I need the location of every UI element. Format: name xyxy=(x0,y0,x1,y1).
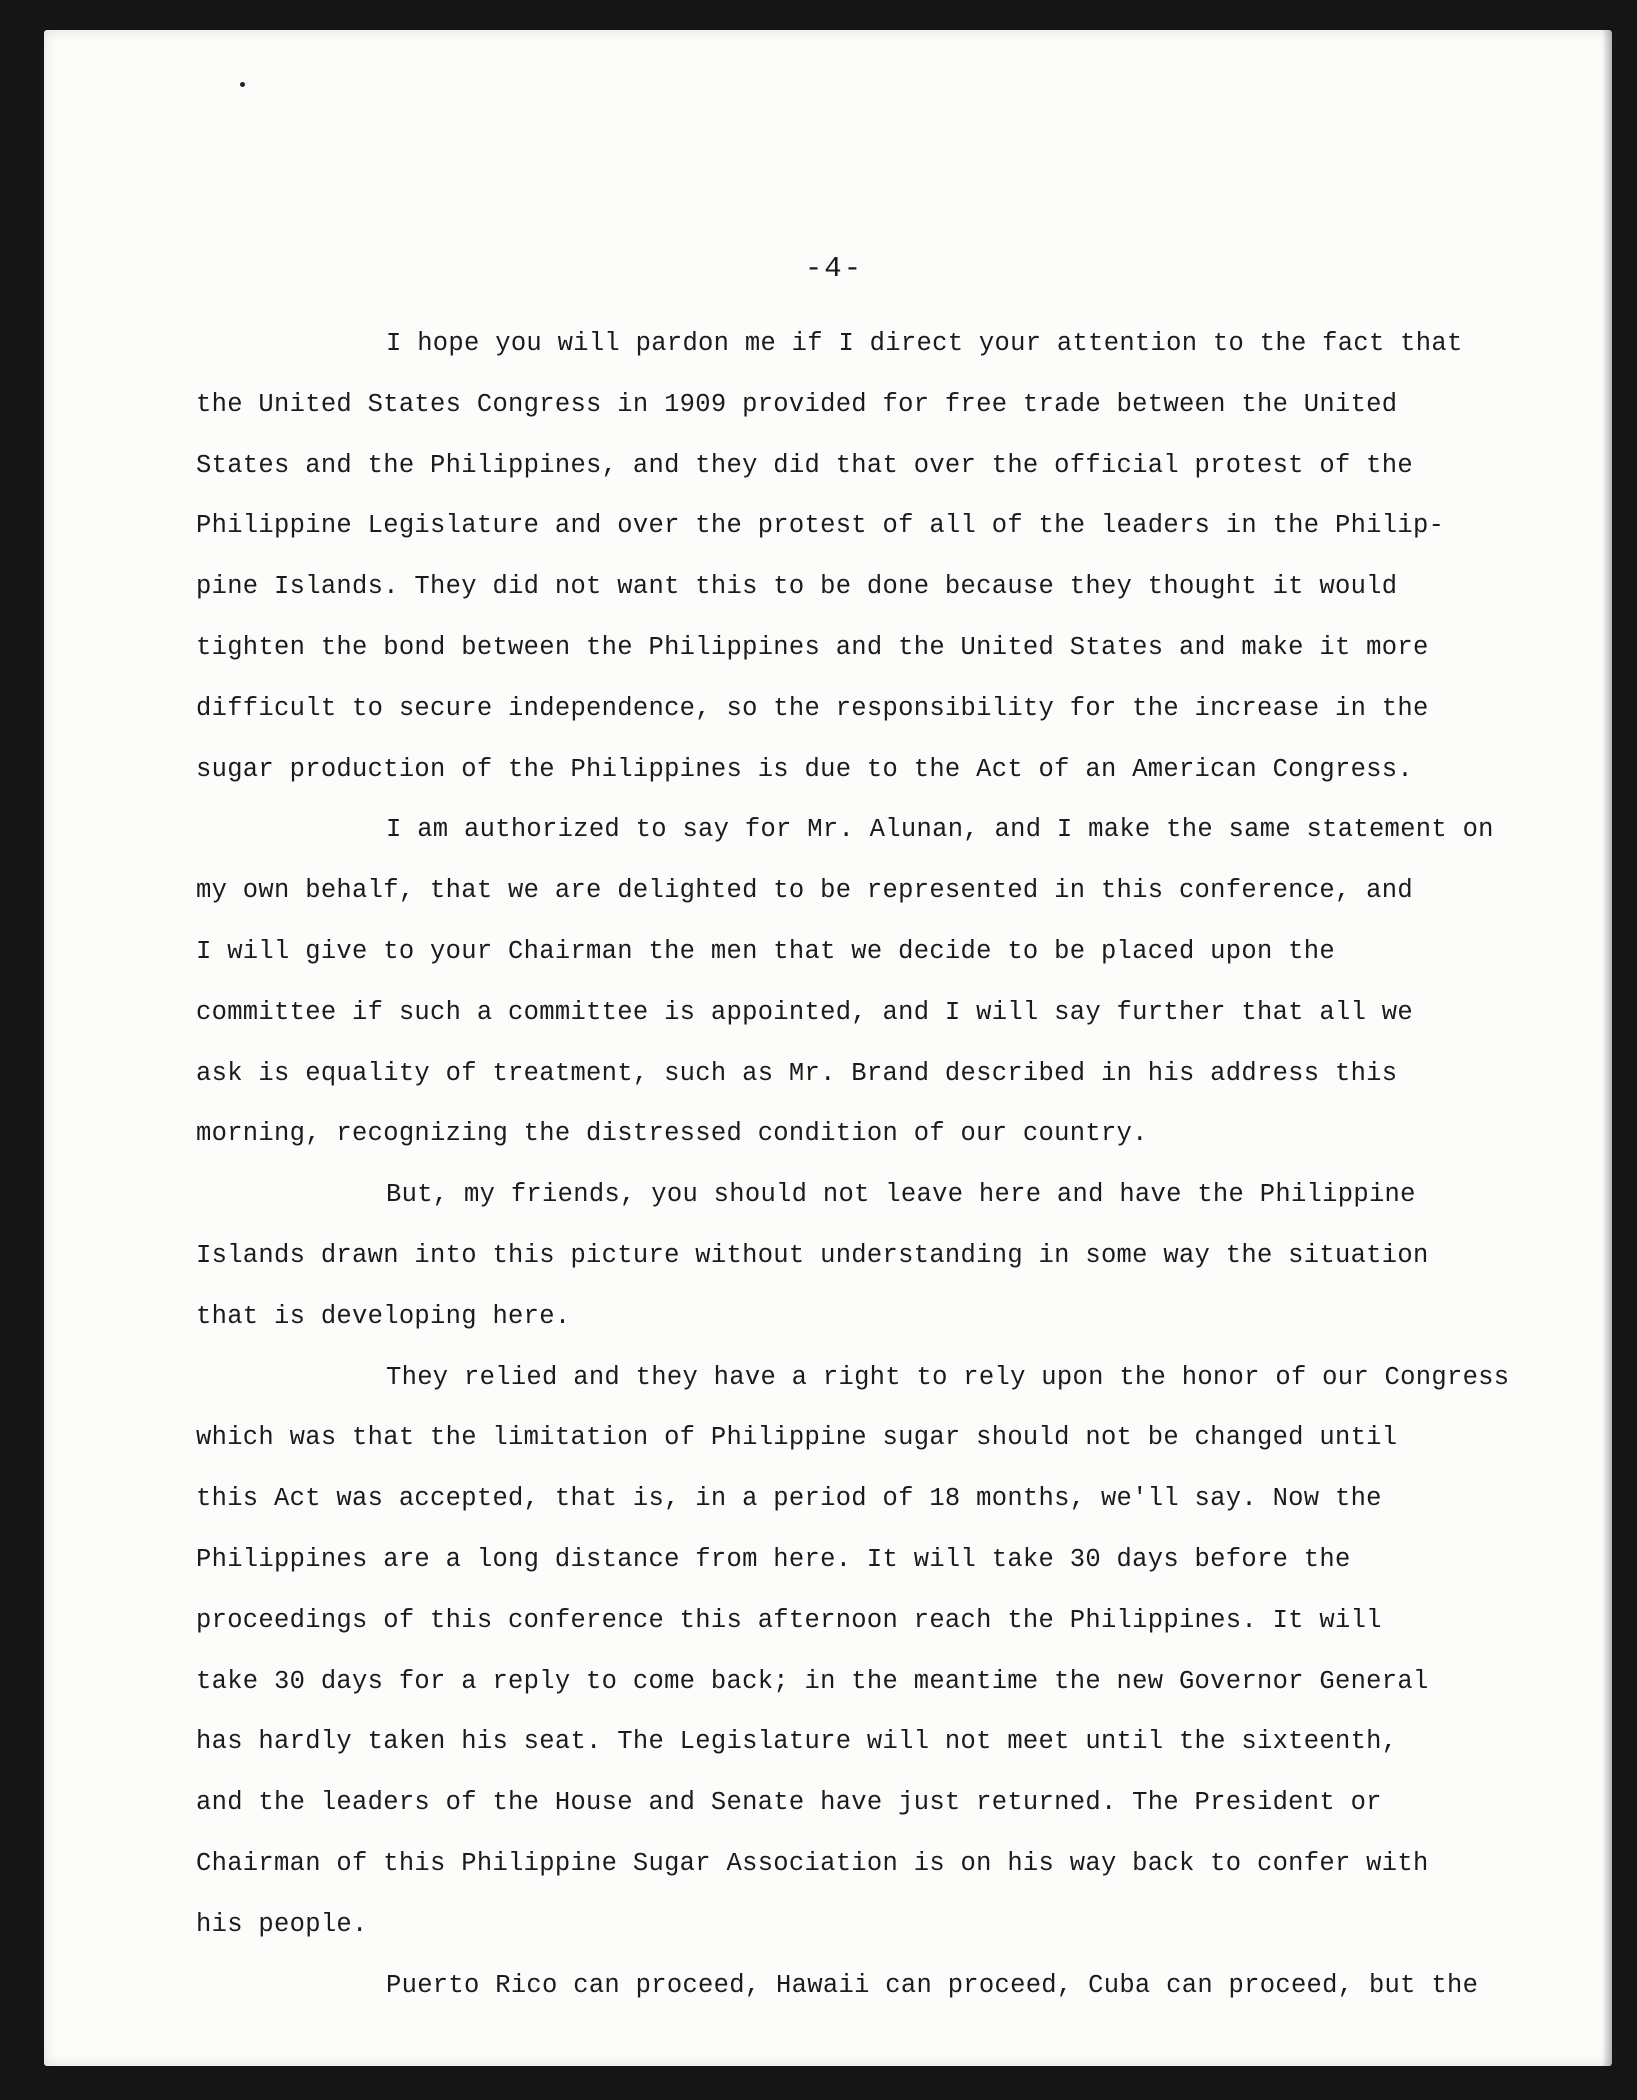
text-line: I am authorized to say for Mr. Alunan, and I make the same statement on xyxy=(386,815,1494,845)
text-line: But, my friends, you should not leave here and have the Philippine xyxy=(386,1180,1416,1210)
text-line: States and the Philippines, and they did that over the official protest of the xyxy=(196,450,1413,480)
text-line: committee if such a committee is appointed, and I will say further that all we xyxy=(196,997,1413,1027)
text-line: Philippine Legislature and over the protest of all of the leaders in the Philip- xyxy=(196,511,1445,541)
document-page xyxy=(44,30,1612,2066)
text-line: I will give to your Chairman the men that we decide to be placed upon the xyxy=(196,936,1335,966)
text-line: the United States Congress in 1909 provided for free trade between the United xyxy=(196,389,1398,419)
text-line: Puerto Rico can proceed, Hawaii can proceed, Cuba can proceed, but the xyxy=(386,1970,1479,2000)
text-line: They relied and they have a right to rely upon the honor of our Congress xyxy=(386,1362,1510,1392)
page-edge-shadow xyxy=(1602,30,1612,2066)
text-line: pine Islands. They did not want this to be done because they thought it would xyxy=(196,572,1398,602)
text-line: ask is equality of treatment, such as Mr. Brand described in his address this xyxy=(196,1058,1398,1088)
text-line: and the leaders of the House and Senate have just returned. The President or xyxy=(196,1788,1382,1818)
text-line: his people. xyxy=(196,1909,368,1939)
page-number: -4- xyxy=(804,252,864,285)
text-line: which was that the limitation of Philippine sugar should not be changed until xyxy=(196,1423,1398,1453)
text-line: Islands drawn into this picture without understanding in some way the situation xyxy=(196,1240,1429,1270)
text-line: proceedings of this conference this afternoon reach the Philippines. It will xyxy=(196,1605,1382,1635)
text-line: Chairman of this Philippine Sugar Association is on his way back to confer with xyxy=(196,1848,1429,1878)
text-line: take 30 days for a reply to come back; in the meantime the new Governor General xyxy=(196,1666,1429,1696)
text-line: that is developing here. xyxy=(196,1301,571,1331)
ink-speck xyxy=(240,82,245,87)
text-line: difficult to secure independence, so the responsibility for the increase in the xyxy=(196,693,1429,723)
text-line: my own behalf, that we are delighted to be represented in this conference, and xyxy=(196,876,1413,906)
text-line: sugar production of the Philippines is due to the Act of an American Congress. xyxy=(196,754,1413,784)
text-line: Philippines are a long distance from here. It will take 30 days before the xyxy=(196,1544,1351,1574)
text-line: this Act was accepted, that is, in a period of 18 months, we'll say. Now the xyxy=(196,1484,1382,1514)
text-line: morning, recognizing the distressed condition of our country. xyxy=(196,1119,1148,1149)
text-line: I hope you will pardon me if I direct your attention to the fact that xyxy=(386,329,1463,358)
text-line: has hardly taken his seat. The Legislature will not meet until the sixteenth, xyxy=(196,1727,1398,1757)
document-body xyxy=(196,314,1510,2016)
text-line: tighten the bond between the Philippines and the United States and make it more xyxy=(196,632,1429,662)
